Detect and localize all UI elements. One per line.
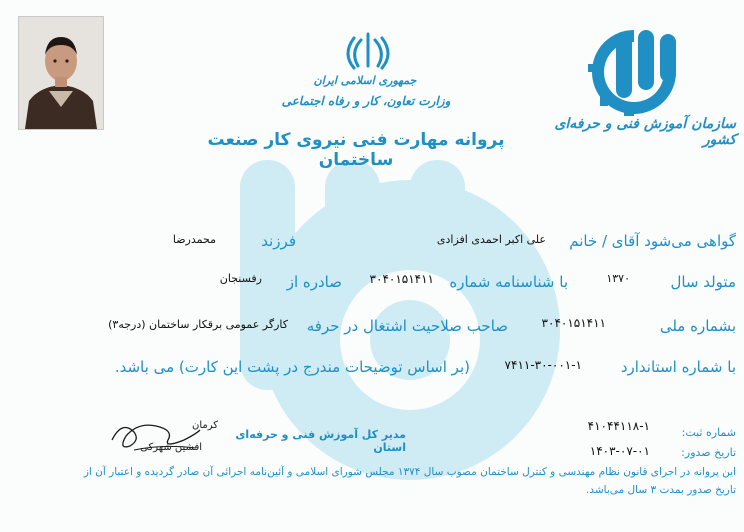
director-title: مدیر کل آموزش فنی و حرفه‌ای استان	[235, 428, 406, 454]
country-title: جمهوری اسلامی ایران	[313, 74, 417, 87]
birth-year: ۱۳۷۰	[606, 272, 630, 285]
child-of-label: فرزند	[261, 232, 296, 250]
national-label: بشماره ملی	[659, 317, 736, 335]
ministry-title: وزارت تعاون، کار و رفاه اجتماعی	[281, 94, 451, 108]
province-name: کرمان	[191, 420, 218, 431]
iran-emblem-icon	[344, 30, 392, 72]
certify-label: گواهی می‌شود آقای / خانم	[569, 232, 736, 250]
holder-photo	[18, 16, 104, 130]
standard-label: با شماره استاندارد	[620, 358, 736, 376]
page-title: پروانه مهارت فنی نیروی کار صنعت ساختمان	[207, 130, 505, 170]
issue-date-label: تاریخ صدور:	[681, 446, 736, 459]
born-label: متولد سال	[670, 273, 736, 291]
competence-label: صاحب صلاحیت اشتغال در حرفه	[306, 317, 508, 335]
signatory-name: افشین شهرکی	[140, 442, 202, 453]
issued-label: صادره از	[286, 273, 342, 291]
holder-name: علی اکبر احمدی افزادی	[436, 233, 546, 246]
issue-date: ۱۴۰۳-۰۷-۰۱	[589, 444, 650, 458]
registration-number-label: شماره ثبت:	[681, 426, 736, 439]
registration-number: ۴۱۰۴۴۱۱۸-۱	[587, 419, 650, 433]
issued-from: رفسنجان	[219, 272, 262, 285]
standard-suffix: (بر اساس توضیحات مندرج در پشت این کارت) می باشد.	[114, 358, 470, 376]
standard-number: ۷۴۱۱-۳۰-۰۰۱-۱	[504, 358, 582, 372]
footer-line-2: تاریخ صدور بمدت ۳ سال می‌باشد.	[586, 484, 736, 496]
org-name: سازمان آموزش فنی و حرفه‌ای کشور	[554, 116, 736, 148]
id-number: ۳۰۴۰۱۵۱۴۱۱	[369, 272, 434, 286]
father-name: محمدرضا	[172, 233, 216, 246]
footer-line-1: این پروانه در اجرای قانون نظام مهندسی و کنترل ساختمان مصوب سال ۱۳۷۴ مجلس شورای اسلامی و آئین‌نامه اجرائی آن صادر گردیده و اعتبار آن از	[83, 466, 736, 478]
national-number: ۳۰۴۰۱۵۱۴۱۱	[541, 316, 606, 330]
id-label: با شناسنامه شماره	[449, 273, 568, 291]
tvto-logo-icon	[568, 26, 700, 116]
trade: کارگر عمومی برقکار ساختمان (درجه۳)	[108, 318, 288, 331]
